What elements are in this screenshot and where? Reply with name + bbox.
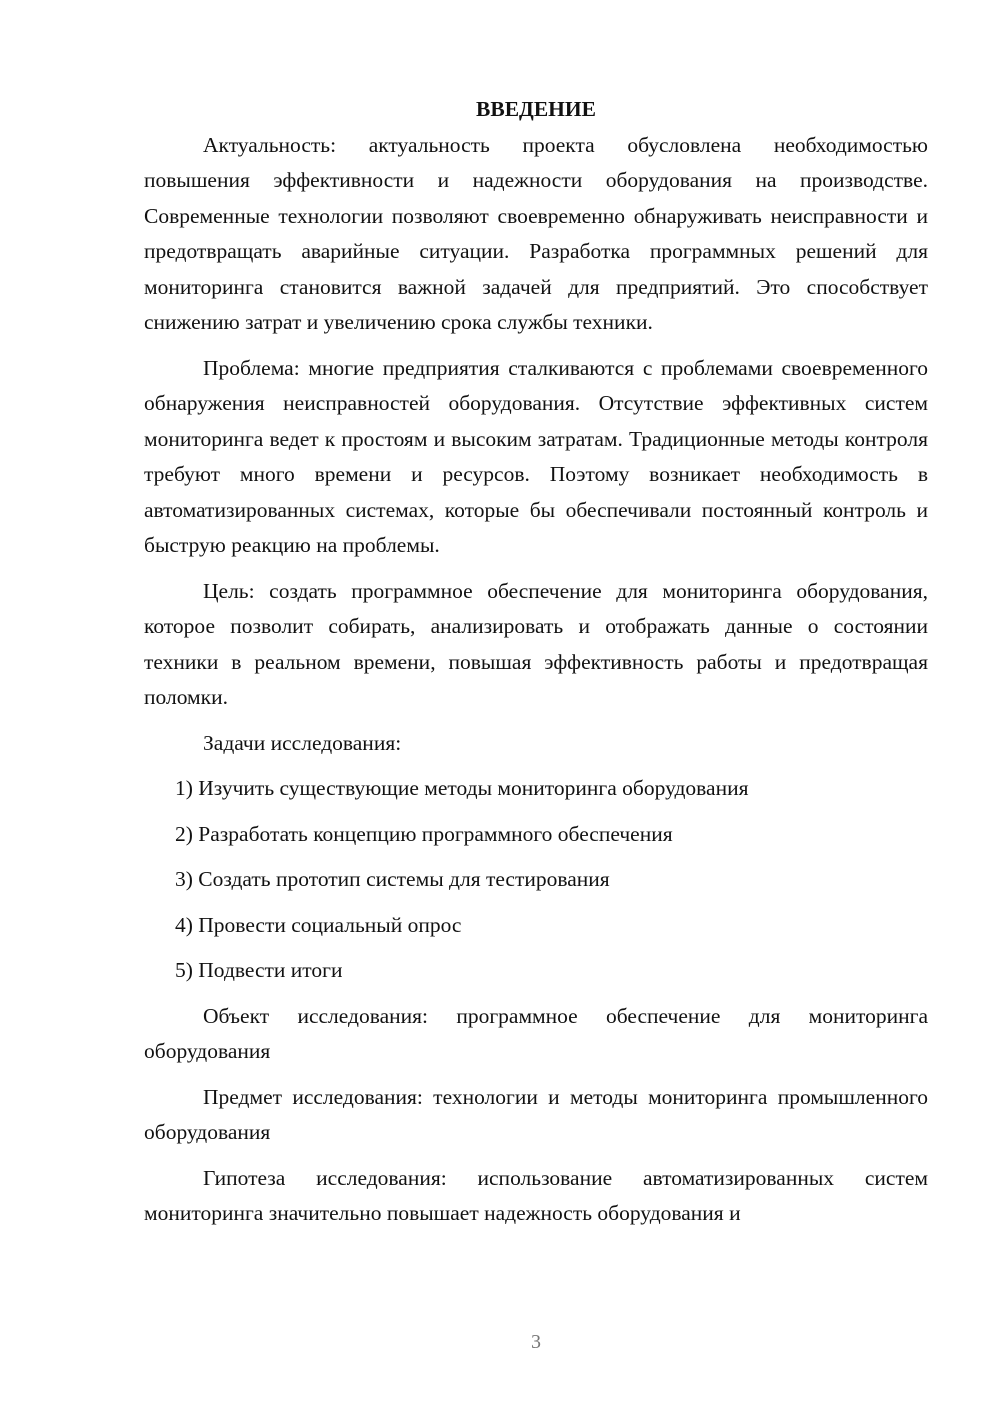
task-item: 3) Создать прототип системы для тестирования	[175, 867, 610, 891]
object-paragraph: Объект исследования: программное обеспечение для мониторинга оборудования	[144, 1003, 928, 1063]
relevance-paragraph: Актуальность: актуальность проекта обусловлена необходимостью повышения эффективности и надежности оборудования на производстве. Современные технологии позволяют своевременно обнаруживать неисправности и предотвращать аварийные ситуации. Разработка программных решений для мониторинга становится важной задачей для предприятий. Это способствует снижению затрат и увеличению срока службы техники.	[144, 132, 928, 334]
page-content	[144, 92, 928, 1242]
subject-paragraph: Предмет исследования: технологии и методы мониторинга промышленного оборудования	[144, 1084, 928, 1144]
task-item: 5) Подвести итоги	[175, 958, 343, 982]
task-item: 2) Разработать концепцию программного обеспечения	[175, 821, 673, 846]
hypothesis-paragraph: Гипотеза исследования: использование автоматизированных систем мониторинга значительно повышает надежность оборудования и	[144, 1165, 928, 1225]
problem-paragraph: Проблема: многие предприятия сталкиваются с проблемами своевременного обнаружения неисправностей оборудования. Отсутствие эффективных систем мониторинга ведет к простоям и высоким затратам. Традиционные методы контроля требуют много времени и ресурсов. Поэтому возникает необходимость в автоматизированных системах, которые бы обеспечивали постоянный контроль и быструю реакцию на проблемы.	[144, 355, 928, 557]
task-item: 1) Изучить существующие методы мониторинга оборудования	[175, 776, 749, 800]
tasks-label: Задачи исследования:	[203, 730, 402, 755]
goal-paragraph: Цель: создать программное обеспечение для мониторинга оборудования, которое позволит собирать, анализировать и отображать данные о состоянии техники в реальном времени, повышая эффективность работы и предотвращая поломки.	[144, 578, 928, 709]
page-number: 3	[531, 1331, 541, 1353]
task-item: 4) Провести социальный опрос	[175, 912, 462, 937]
tasks-list	[144, 771, 928, 989]
page-title: ВВЕДЕНИЕ	[476, 97, 596, 121]
